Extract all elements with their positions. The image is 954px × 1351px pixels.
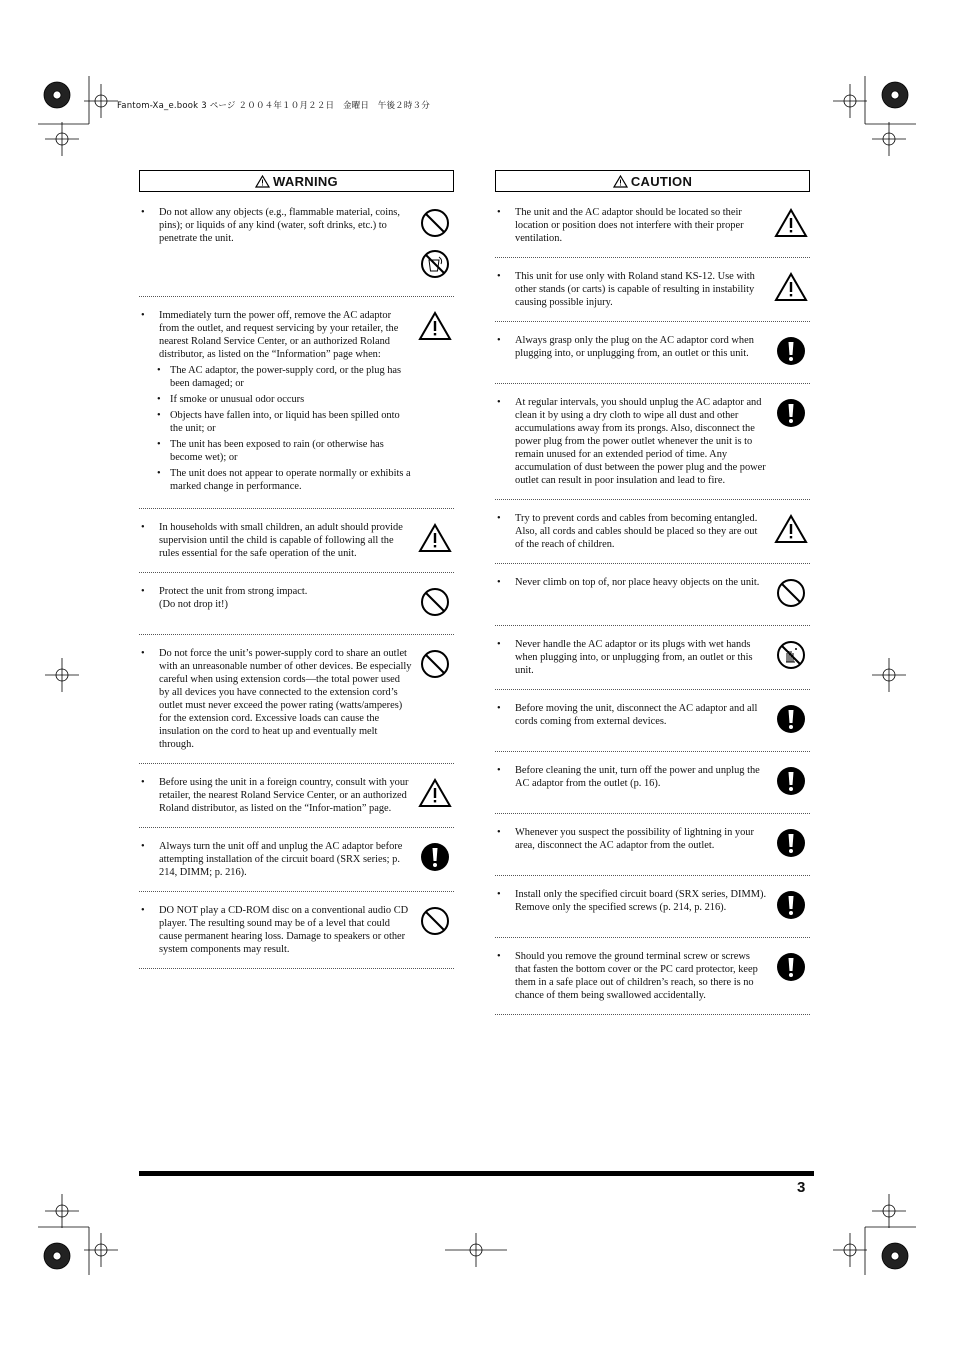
- bullet: •: [141, 841, 145, 852]
- item-text: DO NOT play a CD-ROM disc on a conventional audio CD player. The resulting sound may be of a level that could cause permanent hearing loss. Damage to speakers or other system components may result.: [159, 905, 409, 955]
- caution-list: [495, 202, 810, 1015]
- bullet: •: [497, 765, 501, 776]
- item-text: Whenever you suspect the possibility of lightning in your area, disconnect the AC adaptor from the outlet.: [515, 827, 754, 851]
- prohibition-icon: [420, 649, 450, 684]
- safety-item: [139, 305, 454, 509]
- mandatory-action-icon: [776, 704, 806, 739]
- warning-title: WARNING: [273, 173, 338, 189]
- item-text: Try to prevent cords and cables from becoming entangled. Also, all cords and cables should be placed so they are out of the reach of children.: [515, 513, 758, 550]
- bullet: •: [141, 207, 145, 218]
- bullet: •: [497, 335, 501, 346]
- bullet: •: [497, 513, 501, 524]
- prohibition-icon: [420, 587, 450, 622]
- print-header-line: Fantom-Xa_e.book 3 ページ ２００４年１０月２２日 金曜日 午後２時３分: [117, 101, 430, 111]
- safety-item: [139, 581, 454, 635]
- mandatory-action-icon: [776, 336, 806, 371]
- warning-triangle-icon: [418, 311, 452, 346]
- bullet: •: [497, 889, 501, 900]
- warning-list: [139, 202, 454, 969]
- page-number: 3: [797, 1179, 806, 1196]
- bullet: •: [497, 639, 501, 650]
- safety-item: [495, 508, 810, 564]
- safety-item: [495, 760, 810, 814]
- sub-list-item: • Objects have fallen into, or liquid has been spilled onto the unit; or: [157, 410, 400, 434]
- mandatory-action-icon: [420, 842, 450, 877]
- item-text: Never climb on top of, nor place heavy objects on the unit.: [515, 577, 760, 588]
- caution-column: [495, 170, 810, 1023]
- safety-item: [139, 900, 454, 969]
- item-text: Do not allow any objects (e.g., flammable material, coins, pins); or liquids of any kind (water, soft drinks, etc.) to penetrate the unit.: [159, 207, 400, 244]
- item-text: Do not force the unit’s power-supply cord to share an outlet with an unreasonable number of other devices. Be especially careful when using extension cords—the total power used by all devices you have connected to the extension cord’s outlet must never exceed the power rating (watts/amperes) for the extension cord. Excessive loads can cause the insulation on the cord to heat up and eventually melt through.: [159, 648, 412, 750]
- safety-item: [495, 822, 810, 876]
- safety-item: [495, 946, 810, 1015]
- safety-item: [495, 392, 810, 500]
- item-text: Always grasp only the plug on the AC adaptor cord when plugging into, or unplugging from, an outlet or this unit.: [515, 335, 754, 359]
- bullet: •: [497, 577, 501, 588]
- bullet: •: [141, 522, 145, 533]
- item-text: Before moving the unit, disconnect the AC adaptor and all cords coming from external devices.: [515, 703, 758, 727]
- mandatory-action-icon: [776, 828, 806, 863]
- bullet: •: [497, 827, 501, 838]
- caution-title: CAUTION: [630, 173, 693, 189]
- bullet: •: [141, 905, 145, 916]
- bullet: •: [497, 397, 501, 408]
- crop-starburst-icon: [882, 82, 908, 108]
- item-text: Before cleaning the unit, turn off the power and unplug the AC adaptor from the outlet (p. 16).: [515, 765, 760, 789]
- safety-item: [139, 643, 454, 764]
- item-text: This unit for use only with Roland stand KS-12. Use with other stands (or carts) is capable of resulting in instability causing possible injury.: [515, 271, 755, 308]
- item-text: Install only the specified circuit board (SRX series, DIMM). Remove only the specified screws (p. 214, p. 216).: [515, 889, 767, 913]
- mandatory-action-icon: [776, 398, 806, 433]
- mandatory-action-icon: [776, 952, 806, 987]
- bullet: •: [141, 586, 145, 597]
- warning-triangle-icon: [613, 175, 628, 188]
- item-text: Protect the unit from strong impact. (Do not drop it!): [159, 586, 308, 610]
- safety-item: [139, 517, 454, 573]
- crop-starburst-icon: [44, 82, 70, 108]
- prohibition-icon: [776, 578, 806, 613]
- mandatory-action-icon: [776, 766, 806, 801]
- bullet: •: [497, 271, 501, 282]
- safety-item: [495, 266, 810, 322]
- warning-triangle-icon: [774, 208, 808, 243]
- sub-list: [139, 364, 412, 493]
- item-text: Should you remove the ground terminal screw or screws that fasten the bottom cover or the PC card protector, keep them in a safe place out of children’s reach, so there is no chance of them being swallowed accidentally.: [515, 951, 758, 1001]
- item-text: Always turn the unit off and unplug the AC adaptor before attempting installation of the circuit board (SRX series; p. 214, DIMM; p. 216).: [159, 841, 403, 878]
- footer-rule: [139, 1171, 814, 1176]
- caution-heading: [495, 170, 810, 192]
- bullet: •: [141, 310, 145, 321]
- warning-column: [139, 170, 454, 977]
- warning-triangle-icon: [418, 523, 452, 558]
- bullet: •: [497, 703, 501, 714]
- item-text: Before using the unit in a foreign country, consult with your retailer, the nearest Roland Service Center, or an authorized Roland distributor, as listed on the “Infor-mation” page.: [159, 777, 409, 814]
- prohibition-icon: [420, 208, 450, 243]
- no-wet-hands-icon: [776, 640, 806, 675]
- warning-triangle-icon: [774, 272, 808, 307]
- safety-item: [495, 572, 810, 626]
- safety-item: [139, 836, 454, 892]
- sub-list-item: • The unit has been exposed to rain (or otherwise has become wet); or: [157, 439, 384, 463]
- sub-list-item: • If smoke or unusual odor occurs: [157, 394, 305, 405]
- warning-triangle-icon: [418, 778, 452, 813]
- item-text: In households with small children, an adult should provide supervision until the child is capable of following all the rules essential for the safe operation of the unit.: [159, 522, 403, 559]
- warning-triangle-icon: [255, 175, 270, 188]
- safety-item: [495, 634, 810, 690]
- bullet: •: [497, 951, 501, 962]
- item-text: The unit and the AC adaptor should be located so their location or position does not interfere with their proper ventilation.: [515, 207, 744, 244]
- crop-starburst-icon: [44, 1243, 70, 1269]
- safety-item: [495, 698, 810, 752]
- item-text: At regular intervals, you should unplug the AC adaptor and clean it by using a dry cloth to wipe all dust and other accumulations away from its prongs. Also, disconnect the power plug from the power outlet whenever the unit is to remain unused for an extended period of time. Any accumulation of dust between the power plug and the power outlet can result in poor insulation and lead to fire.: [515, 397, 766, 486]
- bullet: •: [497, 207, 501, 218]
- sub-list-item: • The unit does not appear to operate normally or exhibits a marked change in performance.: [157, 468, 411, 492]
- safety-item: [495, 884, 810, 938]
- item-text: Never handle the AC adaptor or its plugs with wet hands when plugging into, or unplugging from, an outlet or this unit.: [515, 639, 753, 676]
- safety-item: [139, 772, 454, 828]
- item-text: Immediately turn the power off, remove the AC adaptor from the outlet, and request servicing by your retailer, the nearest Roland Service Center, or an authorized Roland distributor, as listed on the “Information” page when:: [159, 310, 399, 360]
- mandatory-action-icon: [776, 890, 806, 925]
- warning-heading: [139, 170, 454, 192]
- crop-starburst-icon: [882, 1243, 908, 1269]
- safety-item: [139, 202, 454, 297]
- sub-list-item: • The AC adaptor, the power-supply cord, or the plug has been damaged; or: [157, 365, 402, 389]
- no-liquid-icon: [420, 249, 450, 284]
- warning-triangle-icon: [774, 514, 808, 549]
- safety-item: [495, 202, 810, 258]
- bullet: •: [141, 648, 145, 659]
- bullet: •: [141, 777, 145, 788]
- prohibition-icon: [420, 906, 450, 941]
- safety-item: [495, 330, 810, 384]
